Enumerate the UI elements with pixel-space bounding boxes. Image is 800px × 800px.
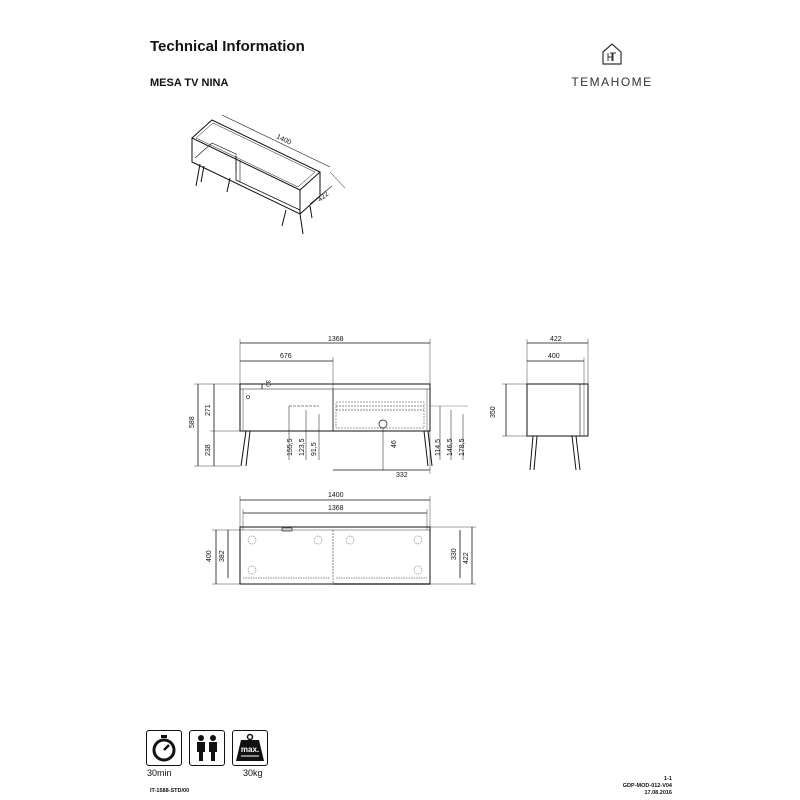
top-view	[212, 496, 476, 584]
form-code: GDP-MOD-012-V04	[622, 783, 672, 789]
left-dim-3: 91,5	[311, 442, 318, 456]
center-dim-label: 46	[391, 440, 398, 448]
right-dim-2: 146,5	[447, 438, 454, 456]
door-width-label: 676	[280, 353, 292, 360]
side-view	[502, 339, 588, 470]
revision-date: 17.08.2016	[644, 790, 672, 796]
weight-badge-label: max.	[240, 745, 260, 754]
front-width-label: 1368	[328, 336, 344, 343]
top-right-inner-label: 330	[451, 548, 458, 560]
top-outer-width-label: 1400	[328, 492, 344, 499]
front-view	[194, 339, 468, 474]
side-height-label: 350	[490, 406, 497, 418]
page-number: 1-1	[664, 776, 672, 782]
brand-name: TEMAHOME	[571, 75, 653, 89]
stopwatch-icon	[147, 731, 181, 765]
iso-width-label: 1400	[275, 133, 293, 147]
two-persons-icon	[190, 731, 224, 765]
doc-code: IT-1588-STD/00	[150, 788, 190, 794]
bottom-dim-label: 332	[396, 472, 408, 479]
iso-depth-label: 422	[316, 190, 331, 204]
left-dim-2: 123,5	[299, 438, 306, 456]
top-thickness-label: 30	[264, 380, 270, 387]
side-outer-depth-label: 422	[550, 336, 562, 343]
front-height-label: 588	[189, 416, 196, 428]
page-title: Technical Information	[150, 38, 305, 55]
top-left-inner-label: 382	[219, 550, 226, 562]
two-persons-icon-box	[189, 730, 225, 766]
leg-height-label: 238	[205, 444, 212, 456]
upper-height-label: 271	[205, 404, 212, 416]
top-right-outer-label: 422	[463, 552, 470, 564]
assembly-time: 30min	[147, 768, 172, 778]
max-weight-icon-box	[232, 730, 268, 766]
isometric-view	[192, 115, 345, 234]
right-dim-3: 178,5	[459, 438, 466, 456]
right-dim-1: 114,5	[435, 439, 442, 456]
top-left-outer-label: 400	[206, 550, 213, 562]
product-name: MESA TV NINA	[150, 77, 229, 89]
weight-icon	[233, 731, 267, 765]
side-inner-depth-label: 400	[548, 353, 560, 360]
left-dim-1: 155,5	[287, 438, 294, 456]
top-inner-width-label: 1368	[328, 505, 344, 512]
assembly-time-icon	[146, 730, 182, 766]
max-weight: 30kg	[243, 768, 263, 778]
